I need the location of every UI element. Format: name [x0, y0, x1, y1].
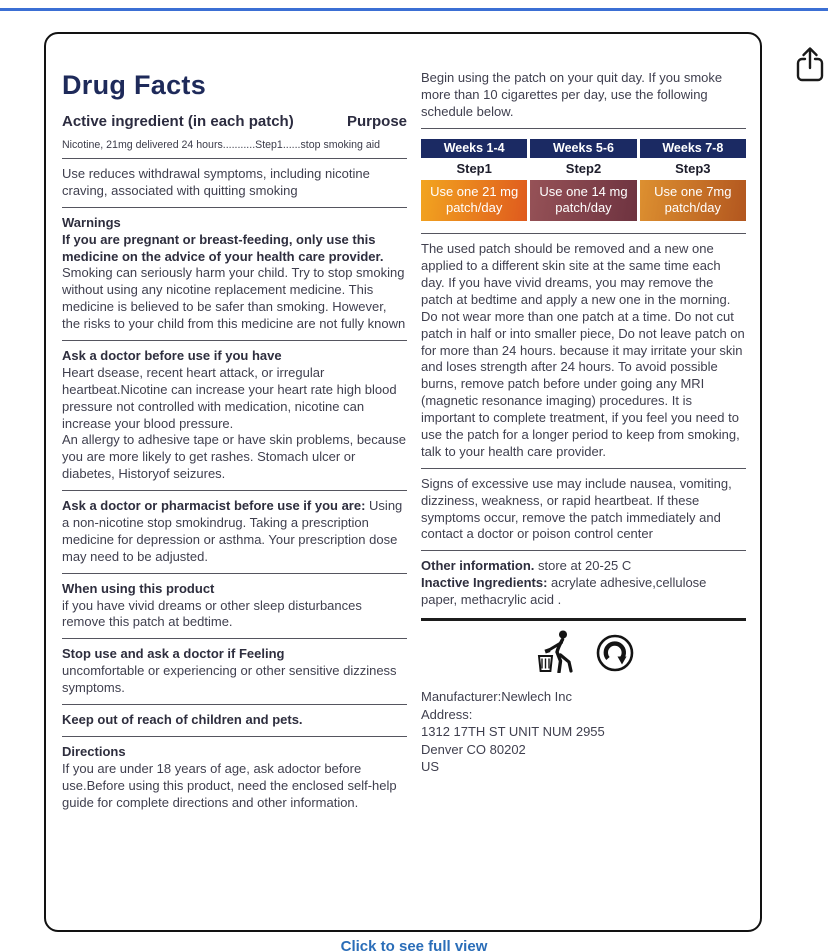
active-ingredient-header-row: [62, 113, 407, 130]
manufacturer-line: US: [421, 759, 440, 775]
manufacturer-line: 1312 17TH ST UNIT NUM 2955: [421, 724, 605, 740]
dose-cell: Use one 14 mg patch/day: [530, 180, 636, 222]
directions-paragraph: If you are under 18 years of age, ask adoctor before use.Before using this product, need the enclosed self-help guide for complete directions and other information.: [62, 760, 397, 810]
directions-section: [62, 744, 407, 812]
step-cell: Step1: [456, 160, 492, 176]
ask-doctor-paragraph-1: Heart dsease, recent heart attack, or irregular heartbeat.Nicotine can increase your heart rate high blood pressure not controlled with medication, nicotine can increase your blood pressure.: [62, 364, 397, 431]
dose-cell: Use one 21 mg patch/day: [421, 180, 527, 222]
divider: [62, 340, 407, 341]
warnings-section: [62, 215, 407, 333]
ask-pharmacist-paragraph: [62, 498, 407, 566]
inactive-ingredients-text: acrylate adhesive,cellulose paper, methacrylic acid .: [421, 575, 707, 608]
excessive-use-paragraph: Signs of excessive use may include nausea, vomiting, dizziness, weakness, or rapid heartbeat. If these symptoms occur, remove the patch immediately and contact a doctor or poison control center: [421, 475, 732, 542]
divider: [421, 233, 746, 234]
step-cell: Step3: [675, 160, 711, 176]
stop-use-paragraph: uncomfortable or experiencing or other sensitive dizziness symptoms.: [62, 663, 397, 696]
doses-row: [421, 180, 746, 222]
steps-row: [421, 160, 746, 178]
inactive-ingredients-paragraph: [421, 575, 746, 609]
divider: [62, 573, 407, 574]
purpose-heading: Purpose: [346, 113, 407, 130]
weeks-header-cell: Weeks 1-4: [421, 139, 527, 158]
inactive-ingredients-bold: Inactive Ingredients:: [421, 575, 548, 591]
when-using-section: [62, 581, 407, 632]
divider: [62, 490, 407, 491]
tidyman-icon: [533, 629, 575, 678]
drug-facts-label: [44, 32, 762, 932]
weeks-header-cell: Weeks 7-8: [640, 139, 746, 158]
top-divider-line: [0, 8, 828, 11]
divider: [62, 158, 407, 159]
directions-heading: Directions: [62, 743, 126, 759]
share-icon[interactable]: [794, 46, 826, 84]
divider: [62, 638, 407, 639]
manufacturer-block: [421, 688, 746, 776]
warnings-body-text: Smoking can seriously harm your child. Try to stop smoking without using any nicotine replacement medicine. This medicine is believed to be safer than smoking. However, the risks to your child from this medicine are not fully known: [62, 265, 406, 332]
when-using-heading: When using this product: [62, 580, 215, 596]
manufacturer-line: Address:: [421, 706, 473, 722]
active-ingredient-line: Nicotine, 21mg delivered 24 hours...........Step1......stop smoking aid: [62, 139, 380, 151]
dose-cell: Use one 7mg patch/day: [640, 180, 746, 222]
other-information-bold: Other information.: [421, 558, 535, 574]
when-using-paragraph: if you have vivid dreams or other sleep disturbances remove this patch at bedtime.: [62, 597, 362, 630]
divider: [421, 550, 746, 551]
recycle-icon: [595, 633, 635, 678]
manufacturer-line: Denver CO 80202: [421, 741, 526, 757]
stop-use-heading: Stop use and ask a doctor if Feeling: [62, 646, 285, 662]
warnings-paragraph: [62, 232, 407, 333]
left-column: [62, 70, 407, 914]
divider: [62, 704, 407, 705]
schedule-intro-paragraph: Begin using the patch on your quit day. If you smoke more than 10 cigarettes per day, use the following schedule below.: [421, 70, 723, 119]
uses-paragraph: Use reduces withdrawal symptoms, including nicotine craving, associated with quitting smoking: [62, 166, 370, 198]
drug-facts-title: Drug Facts: [62, 70, 207, 100]
active-ingredient-heading: Active ingredient (in each patch): [62, 113, 294, 130]
dosing-schedule-table: [421, 139, 746, 222]
ask-pharmacist-bold-text: Ask a doctor or pharmacist before use if you are:: [62, 498, 366, 514]
ask-doctor-section: [62, 348, 407, 483]
divider: [62, 736, 407, 737]
other-information-paragraph: [421, 558, 746, 575]
ask-pharmacist-section: [62, 498, 407, 566]
weeks-header-row: [421, 139, 746, 158]
other-information-text: store at 20-25 C: [538, 558, 632, 574]
manufacturer-line: Manufacturer:Newlech Inc: [421, 688, 573, 704]
warnings-heading: Warnings: [62, 214, 121, 230]
stop-use-section: [62, 646, 407, 697]
divider: [421, 128, 746, 129]
step-cell: Step2: [565, 160, 602, 176]
disposal-icons-row: [421, 629, 746, 678]
usage-paragraph: The used patch should be removed and a new one applied to a different skin site at the same time each day. If you have vivid dreams, you may remove the patch at bedtime and apply a new one in the morning. Do not wear more than one patch at a time. Do not cut patch in half or into smaller piece, Do not leave patch on for more than 24 hours. because it may irritate your skin and loses strength after 24 hours. To avoid possible burns, remove patch before under going any MRI (magnetic resonance imaging) procedures. It is important to complete treatment, if you feel you need to use the patch for a longer period to keep from smoking, talk to your health care provider.: [421, 241, 745, 459]
see-full-view-link[interactable]: Click to see full view: [340, 938, 488, 952]
ask-doctor-paragraph-2: An allergy to adhesive tape or have skin problems, because you are more likely to get rashes. Stomach ulcer or diabetes, Historyof seizures.: [62, 432, 406, 482]
divider: [62, 207, 407, 208]
keep-out-line: Keep out of reach of children and pets.: [62, 712, 303, 728]
warnings-bold-text: If you are pregnant or breast-feeding, only use this medicine on the advice of your health care provider.: [62, 231, 384, 264]
thick-divider: [421, 618, 746, 621]
divider: [421, 468, 746, 469]
ask-pharmacist-body-text: Using a non-nicotine stop smokindrug. Taking a prescription medicine for depression or asthma. Your prescription dose may need to be adjusted.: [62, 498, 403, 564]
weeks-header-cell: Weeks 5-6: [530, 139, 636, 158]
ask-doctor-heading: Ask a doctor before use if you have: [62, 348, 282, 364]
right-column: [421, 70, 746, 914]
